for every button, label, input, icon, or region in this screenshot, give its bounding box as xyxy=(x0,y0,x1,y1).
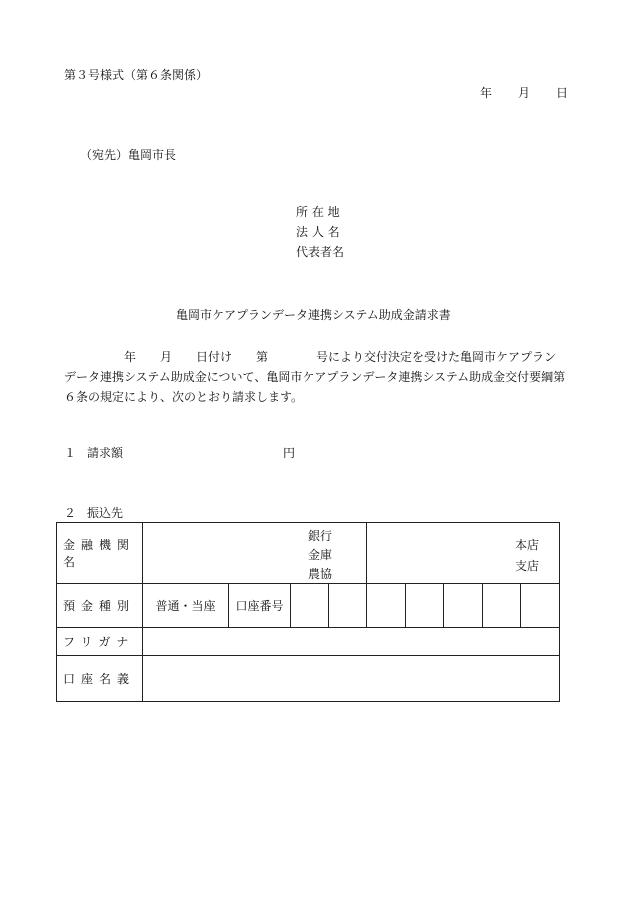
bank-transfer-table xyxy=(56,522,560,702)
body-line-2: データ連携システム助成金について、亀岡市ケアプランデータ連携システム助成金交付要綱第６条の規定により、次のとおり請求します。 xyxy=(64,370,566,404)
branch-suffix-head: 本店 xyxy=(515,538,540,552)
acct-digit-box[interactable] xyxy=(444,584,483,628)
date-month: 月 xyxy=(518,86,531,100)
kana-label: フリガナ xyxy=(63,635,135,649)
acct-no-label: 口座番号 xyxy=(235,599,284,613)
acct-digit-box[interactable] xyxy=(329,584,367,628)
acct-type-label-cell xyxy=(57,584,143,628)
acct-digit-box[interactable] xyxy=(521,584,560,628)
acct-digit-box[interactable] xyxy=(406,584,444,628)
acct-digit-box[interactable] xyxy=(483,584,521,628)
acct-no-label-cell xyxy=(229,584,291,628)
acct-type-value-cell[interactable] xyxy=(143,584,229,628)
kana-label-cell xyxy=(57,628,143,656)
document-title: 亀岡市ケアプランデータ連携システム助成金請求書 xyxy=(176,308,451,322)
body-line-1: 年 月 日付け 第 号により交付決定を受けた亀岡市ケアプラン xyxy=(124,350,557,364)
branch-name-cell[interactable] xyxy=(367,523,560,584)
amount-unit: 円 xyxy=(283,446,296,460)
section-1-label: 請求額 xyxy=(87,446,124,460)
inst-label: 金融機関名 xyxy=(63,538,136,569)
section-2-number: ２ xyxy=(64,506,77,520)
section-2-label: 振込先 xyxy=(87,506,124,520)
inst-label-cell xyxy=(57,523,143,584)
addressee: （宛先）亀岡市長 xyxy=(80,148,177,162)
date-year: 年 xyxy=(480,86,493,100)
date-line xyxy=(480,87,568,99)
holder-label-cell xyxy=(57,656,143,702)
inst-suffix-shinkin: 金庫 xyxy=(308,548,333,562)
applicant-address-label: 所 在 地 xyxy=(296,205,340,219)
date-day: 日 xyxy=(556,86,569,100)
applicant-representative-label: 代表者名 xyxy=(296,245,345,259)
section-1-number: １ xyxy=(64,446,77,460)
acct-type-label: 預金種別 xyxy=(63,599,136,613)
kana-value-cell[interactable] xyxy=(143,628,560,656)
form-number: 第３号様式（第６条関係） xyxy=(64,68,209,82)
branch-suffix-list xyxy=(515,535,539,577)
holder-label: 口座名義 xyxy=(63,672,136,686)
acct-digit-box[interactable] xyxy=(291,584,329,628)
acct-digit-box[interactable] xyxy=(367,584,406,628)
holder-value-cell[interactable] xyxy=(143,656,560,702)
inst-suffix-nokyo: 農協 xyxy=(308,567,333,581)
inst-suffix-bank: 銀行 xyxy=(308,529,333,543)
branch-suffix-branch: 支店 xyxy=(515,559,540,573)
request-body xyxy=(64,347,570,407)
inst-suffix-list xyxy=(308,527,332,584)
applicant-corp-name-label: 法 人 名 xyxy=(296,225,340,239)
inst-name-cell[interactable] xyxy=(143,523,367,584)
acct-type-value: 普通・当座 xyxy=(155,599,216,613)
